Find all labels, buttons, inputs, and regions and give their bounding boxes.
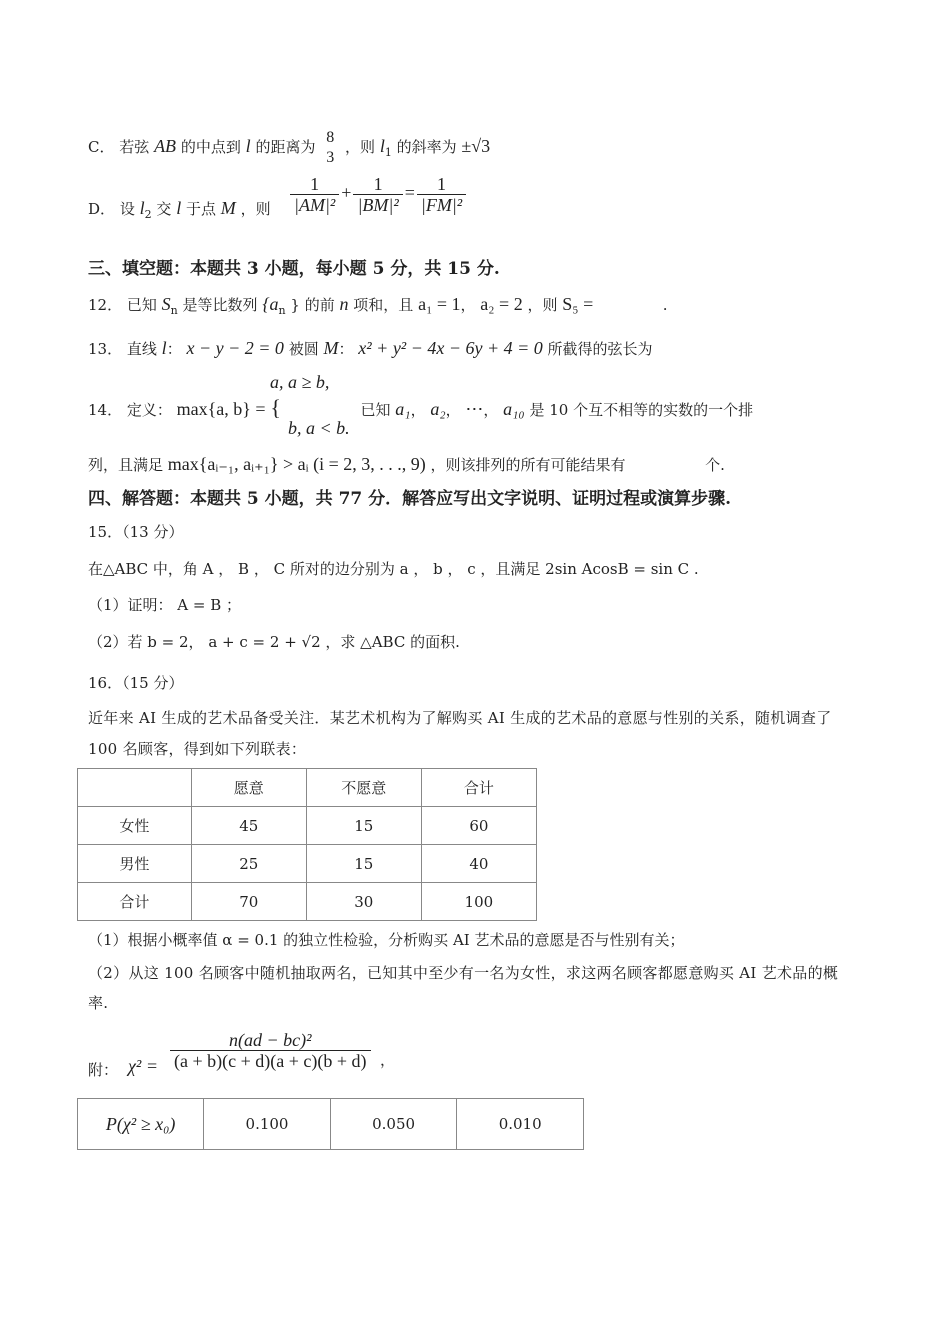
text: 被圆 [288,340,319,358]
question-16-part-2: （2）从这 100 名顾客中随机抽取两名，已知其中至少有一名为女性，求这两名顾客都愿意购买 AI 艺术品的概率. [88,964,839,1012]
text: 于点 [186,200,217,218]
table-cell: 25 [191,845,306,883]
ellipsis: ⋯ [465,399,484,419]
denominator: |AM|² [294,195,336,215]
table-cell: 男性 [78,845,192,883]
subscript: 2 [144,208,152,221]
chi-square-symbol: χ² = [128,1056,158,1076]
brace-icon: { [270,395,281,420]
option-label: C． [88,138,115,156]
condition: a₂ = 2 [480,294,523,314]
text: 是等比数列 [182,296,258,314]
text: 直线 [126,340,157,358]
denominator: (a + b)(c + d)(a + c)(b + d) [174,1051,367,1071]
max-definition: max{a, b} = [176,399,266,419]
table-cell: 合计 [421,769,536,807]
table-cell: 愿意 [191,769,306,807]
text: 的距离为 [255,138,316,156]
line-equation: x − y − 2 = 0 [186,338,284,358]
math-l: l [161,338,167,358]
question-number: 13． [88,340,123,358]
condition: max{aᵢ₋₁, aᵢ₊₁} > aᵢ (i = 2, 3, . . ., 9) [167,454,426,474]
critical-value-table [77,1098,584,1150]
table-cell: 15 [306,845,421,883]
question-16-part-1: （1）根据小概率值 α = 0.1 的独立性检验，分析购买 AI 艺术品的意愿是否与性别有关； [88,931,685,949]
table-cell: 60 [421,807,536,845]
text: ，则 [527,296,558,314]
chi-square-fraction [170,1030,371,1071]
table-header-row [78,769,537,807]
text: 已知 [360,401,391,419]
text: 所截得的弦长为 [547,340,653,358]
table-row [78,807,537,845]
text: ： [166,340,182,358]
math-m: M [220,198,236,218]
table-cell: 女性 [78,807,192,845]
option-d-text [88,198,271,221]
question-15-header: 15．（13 分） [88,523,184,541]
math-a1: a₁ [395,399,411,419]
subscript: 1 [384,146,392,159]
denominator: |FM|² [420,195,463,215]
case-1: a, a ≥ b, [270,372,330,392]
table-cell: 40 [421,845,536,883]
math-ab: AB [154,136,177,156]
text: 交 [156,200,172,218]
appendix-label: 附： [88,1061,119,1079]
question-12: 12． 已知 $S_n$ 是等比数列 {$a_n$ } 的前 n 项和，且 a₁ = 1， a₂ = 2 ，则 S₅ = . [88,294,668,317]
text: 个. [705,456,725,474]
subscript: n [170,304,178,317]
text: ： [338,340,354,358]
question-number: 12． [88,296,123,314]
option-c [88,128,490,168]
denominator: |BM|² [357,195,399,215]
numerator: 1 [290,174,339,195]
table-cell: 30 [306,883,421,921]
text: 定义： [126,401,172,419]
text: 的中点到 [180,138,241,156]
question-15-stem: 在△ABC 中，角 A ， B ， C 所对的边分别为 a ， b ， c ，且满足 2sin AcosB = sin C . [88,560,699,578]
math-m: M [323,338,339,358]
case-2: b, a < b. [288,418,350,438]
table-cell: 合计 [78,883,192,921]
table-row [78,1099,584,1150]
table-cell: 45 [191,807,306,845]
text: ，则该排列的所有可能结果有 [430,456,626,474]
question-15-part-2: （2）若 b = 2， a + c = 2 + √2 ，求 △ABC 的面积. [88,633,460,651]
text: 若弦 [119,138,150,156]
math-a2: a₂ [430,399,446,419]
math-n: n [339,294,349,314]
text: ，则 [240,200,271,218]
math-a10: a₁₀ [503,399,525,419]
text: 列，且满足 [88,456,164,474]
condition: a₁ = 1 [418,294,461,314]
numerator: 1 [417,174,466,195]
table-cell: 70 [191,883,306,921]
contingency-table [77,768,537,921]
fraction-8-3 [322,128,338,168]
table-row [78,883,537,921]
table-cell: 100 [421,883,536,921]
question-number: 14． [88,401,123,419]
text: ，则 [345,138,376,156]
circle-equation: x² + y² − 4x − 6y + 4 = 0 [358,338,543,358]
denominator: 3 [326,149,335,166]
question-13 [88,338,653,359]
math-l: l [245,136,251,156]
table-cell: 0.050 [330,1099,457,1150]
question-15-part-1: （1）证明： A = B ； [88,596,242,614]
option-label: D． [88,200,116,218]
table-cell: 0.100 [204,1099,331,1150]
table-cell: 0.010 [457,1099,584,1150]
numerator: 8 [326,129,335,146]
table-cell: 不愿意 [306,769,421,807]
text: 是 10 个互不相等的实数的一个排 [529,401,754,419]
table-cell [78,769,192,807]
text: 的斜率为 [396,138,457,156]
text: 已知 [126,296,157,314]
text: } 的前 [290,296,335,314]
subscript: n [278,304,286,317]
reciprocal-equation: $\frac{1}{\text{|AM|²}}$ + $\frac{1}{\text{|BM|²}}$ = $\frac{1}{\text{|FM|²}}$ [288,174,468,215]
math-l1: l [379,136,385,156]
math-s: S [161,294,171,314]
math-l2: l [139,198,145,218]
question-14: 14． 定义： max{a, b} = { a, a ≥ b, b, a < b. 已知 a₁， a₂， ⋯， a₁₀ 是 10 个互不相等的实数的一个排 [88,372,754,438]
text: ， [380,1051,396,1069]
numerator: n(ad − bc)² [170,1030,371,1051]
question-16-header: 16．（15 分） [88,674,184,692]
question-16-stem: 近年来 AI 生成的艺术品备受关注．某艺术机构为了解购买 AI 生成的艺术品的意愿与性别的关系，随机调查了 100 名顾客，得到如下列联表： [88,709,832,758]
table-cell: 15 [306,807,421,845]
section-heading-fill-in: 三、填空题：本题共 3 小题，每小题 5 分，共 15 分. [88,259,500,279]
table-row [78,845,537,883]
text: 设 [119,200,135,218]
math-an: {a [262,294,279,314]
slope-value: ±√3 [461,136,491,156]
text: 项和，且 [353,296,414,314]
option-d [88,174,463,221]
math-s5: S₅ = [562,294,594,314]
section-heading-solutions: 四、解答题：本题共 5 小题，共 77 分．解答应写出文字说明、证明过程或演算步骤. [88,489,732,509]
text: . [662,296,668,314]
question-14-line-2 [88,454,725,475]
math-l: l [176,198,182,218]
numerator: 1 [353,174,402,195]
table-cell: P(χ² ≥ x₀) [78,1099,204,1150]
